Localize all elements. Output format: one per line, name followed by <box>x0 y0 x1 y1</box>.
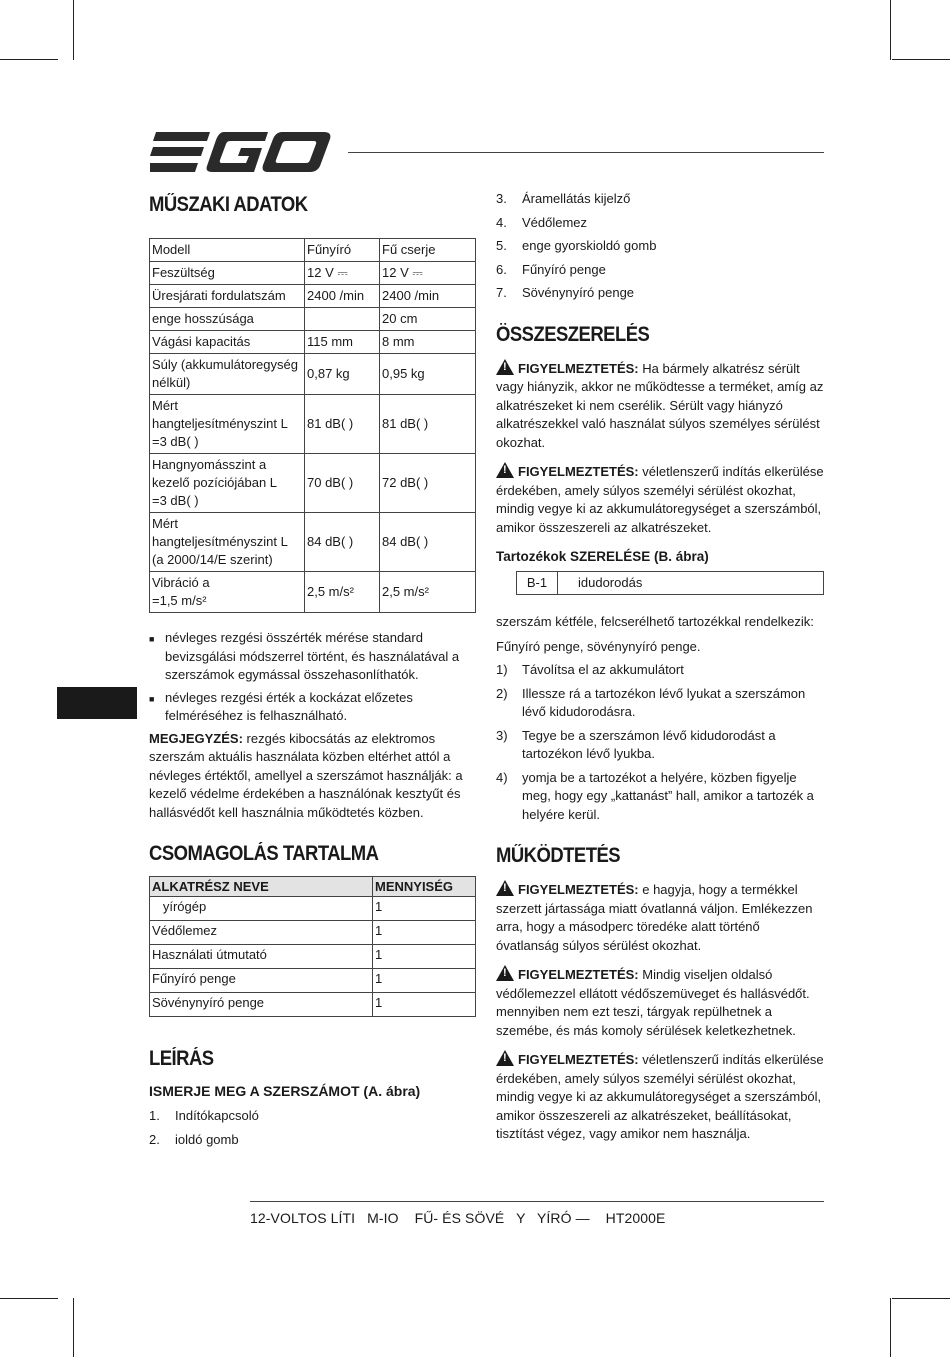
page-footer: 12-VOLTOS LÍTI M-IO FŰ- ÉS SÖVÉ Y YÍRÓ — HT2000E <box>250 1210 666 1226</box>
table-cell: yírógép <box>150 897 373 921</box>
table-cell: 70 dB( ) <box>305 454 380 513</box>
crop-mark <box>892 59 950 60</box>
table-cell: Sövénynyíró penge <box>150 993 373 1017</box>
list-item: 4. Védőlemez <box>496 214 588 230</box>
warning-icon <box>496 462 514 478</box>
table-cell: Vibráció a =1,5 m/s² <box>150 572 305 613</box>
operation-warning: !FIGYELMEZTETÉS: e hagyja, hogy a termékkel szerzett jártassága miatt óvatlanná váljon. Emlékezzen arra, hogy a másodperc töredéke alatt történő óvatlanság súlyos sérülést okozhat. <box>496 880 824 955</box>
list-item: 2. ioldó gomb <box>149 1131 239 1147</box>
table-cell: Üresjárati fordulatszám <box>150 285 305 308</box>
table-cell: Védőlemez <box>150 921 373 945</box>
table-row <box>150 354 476 395</box>
list-item: 2) Illessze rá a tartozékon lévő lyukat a szerszámon lévő kidudorodásra. <box>496 685 806 719</box>
table-cell: Fűnyíró <box>305 239 380 262</box>
left-column <box>149 190 477 1149</box>
description-list-right <box>496 190 824 303</box>
specs-title: MŰSZAKI ADATOK <box>149 193 308 216</box>
table-cell: Mért hangteljesítményszint L (a 2000/14/E szerint) <box>150 513 305 572</box>
specs-bullets <box>149 629 477 726</box>
table-cell: Súly (akkumulátoregység nélkül) <box>150 354 305 395</box>
note-label: MEGJEGYZÉS: <box>149 730 243 746</box>
package-table <box>149 876 476 1017</box>
list-item: 3. Áramellátás kijelző <box>496 191 631 206</box>
table-cell: 81 dB( ) <box>305 395 380 454</box>
right-column <box>496 190 824 1144</box>
table-cell: 2400 /min <box>380 285 476 308</box>
footer-rule <box>250 1201 824 1202</box>
assembly-intro: Fűnyíró penge, sövénynyíró penge. <box>496 638 701 654</box>
table-cell: 12 V ⎓ <box>305 262 380 285</box>
table-row <box>150 513 476 572</box>
table-row <box>150 454 476 513</box>
table-cell <box>305 308 380 331</box>
operation-title: MŰKÖDTETÉS <box>496 844 621 867</box>
warning-icon <box>496 359 514 375</box>
table-cell: Mért hangteljesítményszint L =3 dB( ) <box>150 395 305 454</box>
specs-table <box>149 238 476 613</box>
list-item: 1. Indítókapcsoló <box>149 1108 259 1123</box>
list-item: 5. enge gyorskioldó gomb <box>496 238 657 253</box>
table-cell: 84 dB( ) <box>305 513 380 572</box>
assembly-steps <box>496 661 824 824</box>
table-cell: Fűnyíró penge <box>150 969 373 993</box>
accessory-box <box>516 571 824 595</box>
language-tab <box>57 687 137 719</box>
table-cell: Vágási kapacitás <box>150 331 305 354</box>
header-rule <box>348 152 824 153</box>
list-item: ■ névleges rezgési érték a kockázat előzetes felméréséhez is felhasználható. <box>149 689 413 723</box>
table-row <box>150 993 476 1017</box>
table-cell: 2400 /min <box>305 285 380 308</box>
table-row <box>150 969 476 993</box>
table-cell: 1 <box>373 921 476 945</box>
list-item: 4) yomja be a tartozékot a helyére, közben figyelje meg, hogy egy „kattanást” hall, amikor a tartozék a helyére kerül. <box>496 769 814 822</box>
crop-mark <box>890 1298 891 1357</box>
table-cell: Modell <box>150 239 305 262</box>
note-text: rezgés kibocsátás az elektromos szerszám aktuális használata közben eltérhet attól a névleges értéktől, amellyel a szerszámot használják: a kezelő védelme érdekében a használónak kesztyűt és hallásvédőt kell használnia működtetés közben. <box>149 730 463 820</box>
ego-logo <box>150 130 332 174</box>
assembly-intro: szerszám kétféle, felcserélhető tartozékkal rendelkezik: <box>496 614 814 629</box>
crop-mark <box>73 1298 74 1357</box>
warning-icon <box>496 1050 514 1066</box>
table-cell: 8 mm <box>380 331 476 354</box>
list-item: 7. Sövénynyíró penge <box>496 285 635 300</box>
operation-warning: !FIGYELMEZTETÉS: véletlenszerű indítás elkerülése érdekében, amely súlyos személyi sérülést okozhat, mindig vegye ki az akkumulátoregységet a szerszámból, amikor összeszereli az alkatrészeket, beállításokat, tisztítást végez, vagy amikor nem használja. <box>496 1050 824 1144</box>
table-cell: 0,95 kg <box>380 354 476 395</box>
list-item: 1) Távolítsa el az akkumulátort <box>496 662 684 677</box>
table-cell: enge hosszúsága <box>150 308 305 331</box>
table-cell: 81 dB( ) <box>380 395 476 454</box>
table-cell: 12 V ⎓ <box>380 262 476 285</box>
description-title: LEÍRÁS <box>149 1047 214 1070</box>
table-cell: 1 <box>373 897 476 921</box>
table-cell: Hangnyomásszint a kezelő pozíciójában L =3 dB( ) <box>150 454 305 513</box>
table-cell: Fű cserje <box>380 239 476 262</box>
table-row <box>150 395 476 454</box>
list-item: ■ névleges rezgési összérték mérése standard bevizsgálási módszerrel történt, és használatával a szerszámok egymással összehasonlíthatók. <box>149 630 460 682</box>
operation-warning: !FIGYELMEZTETÉS: Mindig viseljen oldalsó védőlemezzel ellátott védőszemüveget és hallásvédőt. mennyiben nem ezt teszi, tárgyak repülhetnek a szemébe, és más komoly sérülések keletkezhetnek. <box>496 965 824 1040</box>
crop-mark <box>73 0 74 60</box>
warning-icon <box>496 965 514 981</box>
table-cell: 72 dB( ) <box>380 454 476 513</box>
assembly-warning: !FIGYELMEZTETÉS: Ha bármely alkatrész sérült vagy hiányzik, akkor ne működtesse a terméket, amíg az alkatrészeket ki nem cserélik. Sérült vagy hiányzó alkatrészekkel való használat súlyos személyes sérülést okozhat. <box>496 359 824 453</box>
package-title: CSOMAGOLÁS TARTALMA <box>149 842 379 865</box>
table-cell: 0,87 kg <box>305 354 380 395</box>
table-cell: 2,5 m/s² <box>305 572 380 613</box>
table-cell: Feszültség <box>150 262 305 285</box>
crop-mark <box>0 1298 58 1299</box>
table-cell: 84 dB( ) <box>380 513 476 572</box>
table-cell: 115 mm <box>305 331 380 354</box>
assembly-title: ÖSSZESZERELÉS <box>496 322 650 346</box>
table-cell: 1 <box>373 969 476 993</box>
table-cell: 1 <box>373 945 476 969</box>
table-row <box>150 308 476 331</box>
table-row <box>150 285 476 308</box>
table-row <box>150 262 476 285</box>
table-row <box>150 921 476 945</box>
table-cell: 2,5 m/s² <box>380 572 476 613</box>
table-row <box>150 897 476 921</box>
package-head-qty: MENNYISÉG <box>373 877 476 897</box>
table-cell: 1 <box>373 993 476 1017</box>
package-head-name: ALKATRÉSZ NEVE <box>150 877 373 897</box>
table-row <box>150 572 476 613</box>
description-subtitle: ISMERJE MEG A SZERSZÁMOT (A. ábra) <box>149 1083 421 1099</box>
note <box>149 730 477 823</box>
crop-mark <box>890 0 891 60</box>
crop-mark <box>892 1298 950 1299</box>
table-cell: 20 cm <box>380 308 476 331</box>
table-cell: Használati útmutató <box>150 945 373 969</box>
crop-mark <box>0 59 58 60</box>
warning-icon <box>496 880 514 896</box>
assembly-warning: !FIGYELMEZTETÉS: véletlenszerű indítás elkerülése érdekében, amely súlyos személyi sérülést okozhat, mindig vegye ki az akkumulátoregységet a szerszámból, amikor összeszereli az alkatrészeket. <box>496 462 824 537</box>
list-item: 3) Tegye be a szerszámon lévő kidudorodást a tartozékon lévő lyukba. <box>496 727 776 761</box>
table-row <box>150 239 476 262</box>
description-list-left <box>149 1107 477 1149</box>
accessory-title: Tartozékok SZERELÉSE (B. ábra) <box>496 549 709 564</box>
table-row <box>150 331 476 354</box>
list-item: 6. Fűnyíró penge <box>496 261 606 277</box>
accessory-name: idudorodás <box>578 575 643 590</box>
table-row <box>150 945 476 969</box>
accessory-code: B-1 <box>517 572 558 594</box>
